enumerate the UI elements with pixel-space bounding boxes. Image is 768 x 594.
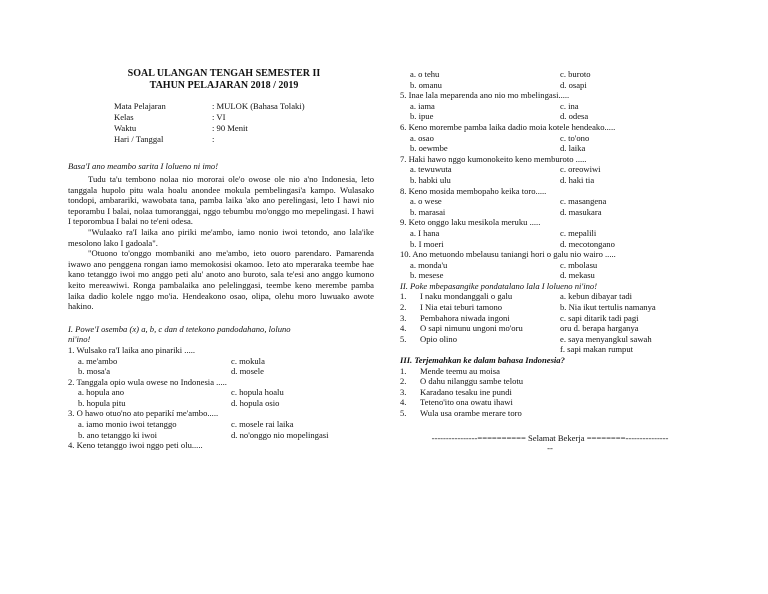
matching-left — [420, 344, 560, 355]
meta-key: Mata Pelajaran — [114, 101, 166, 111]
option-c[interactable]: c. mbolasu — [560, 259, 598, 270]
section1-heading: I. Powe'I osemba (x) a, b, c dan d tetekono pandodahano, loluno — [68, 323, 291, 334]
meta-key: Kelas — [114, 112, 134, 122]
option-a[interactable]: a. o tehu — [410, 69, 440, 79]
meta-row-time — [114, 123, 372, 134]
option-c[interactable]: c. masangena — [560, 196, 607, 207]
option-b[interactable]: b. ano tetanggo ki iwoi — [78, 429, 158, 440]
question-5: 5. Inae lala meparenda ano nio mo mbelingasi..... — [400, 90, 570, 101]
options-row — [400, 196, 700, 207]
meta-key: Hari / Tanggal — [114, 134, 164, 144]
row-number: 5. — [400, 333, 407, 344]
meta-value: : MULOK (Bahasa Tolaki) — [212, 101, 305, 111]
option-b[interactable]: b. mesese — [410, 270, 444, 281]
question-10: 10. Ano metuondo mbelausu taniangi hori o galu nio wairo ..... — [400, 249, 616, 260]
translate-text: Teteno'ito ona owatu ihawi — [420, 397, 513, 408]
question-2: 2. Tanggala opio wula owese no Indonesia ..... — [68, 376, 227, 387]
option-c[interactable]: c. mosele rai laika — [231, 419, 294, 430]
matching-right: a. kebun dibayar tadi — [560, 291, 633, 302]
row-number: 4. — [400, 397, 407, 408]
story-paragraph: "Wulaako ra'I laika ano piriki me'ambo, iamo nonio iwoi tetondo, ano lala'ike mesolono lako I gadoala". — [68, 226, 374, 248]
option-d[interactable]: d. mekasu — [560, 270, 595, 281]
option-a[interactable]: a. o wese — [410, 196, 442, 207]
options-row — [68, 430, 374, 441]
meta-row-subject — [114, 101, 372, 112]
option-d[interactable]: d. masukara — [560, 206, 602, 217]
option-c[interactable]: c. ina — [560, 100, 579, 111]
question-7: 7. Haki hawo nggo kumonokeito keno memburoto ..... — [400, 153, 587, 164]
option-d[interactable]: d. haki tia — [560, 174, 595, 185]
matching-left: O sapi nimunu ungoni mo'oru — [420, 323, 523, 334]
meta-row-class — [114, 112, 372, 123]
question-4: 4. Keno tetanggo iwoi nggo peti olu..... — [68, 440, 203, 451]
option-b[interactable]: b. omanu — [410, 79, 442, 90]
options-row — [400, 207, 700, 218]
translate-row — [400, 366, 700, 377]
option-b[interactable]: b. mosa'a — [78, 366, 111, 377]
option-d[interactable]: d. laika — [560, 143, 586, 154]
row-number: 2. — [400, 376, 407, 387]
options-row — [400, 80, 700, 91]
story-paragraph: "Otuono to'onggo mombaniki ano me'ambo, ieto ouoro parendaro. Pamarenda iwawo ano penggena rongan iamo memokosisi okamoo. Ieto ato mperaraka teembe hae kano tetanggo iwoi mo anggo peti alu' anoto ano buroto, sala te'esi ano anggo kumono keito mereawiwi. Ronga pambalaika ano pelelinggasi, teembe keno merembe pamba laika dadio kolele nggo mo'ia. Hendeakono osao, olipa, olehu moro luwuako awote hakino. — [68, 248, 374, 312]
meta-row-date — [114, 134, 372, 145]
matching-left: I Nia etai teburi tamono — [420, 302, 503, 313]
question-9: 9. Keto onggo laku mesikola meruku ..... — [400, 217, 541, 228]
story-title: Basa'I ano meambo sarita I lolueno ni imo! — [68, 161, 219, 171]
matching-left: Opio olino — [420, 333, 458, 344]
story-paragraph: Tudu ta'u tembono nolaa nio mororai ole'o owose ole nio a'no Indonesia, leto tanggala hupolo pitu wala hoalu anondee mokula pembelingasi'a kampo. Wulasako tondopi, ambarariki, wawobata tana, pamba laika 'ako ano perelingasi, leto I hawi nio teporambu I balai, nolaa tumoranggai, nggo tebumbu mo'onggo mo mepelingasi. I hawi I teporombua I balai no te'eni odesa. — [68, 174, 374, 227]
option-d[interactable]: d. no'onggo nio mopelingasi — [231, 429, 329, 440]
translate-text: O dahu nilanggu sambe telotu — [420, 376, 524, 387]
option-b[interactable]: b. I moeri — [410, 238, 444, 249]
option-a[interactable]: a. iama — [410, 100, 435, 111]
options-row — [400, 143, 700, 154]
options-row — [400, 228, 700, 239]
row-number: 3. — [400, 386, 407, 397]
matching-left: Pembahora niwada ingoni — [420, 312, 510, 323]
section1-heading-cont: ni'ino! — [68, 334, 91, 345]
options-row — [400, 270, 700, 281]
matching-row — [400, 313, 700, 324]
row-number: 1. — [400, 365, 407, 376]
options-row — [400, 101, 700, 112]
option-b[interactable]: b. ipue — [410, 111, 434, 122]
option-d[interactable]: d. hopula osio — [231, 397, 280, 408]
matching-right: b. Nia ikut tertulis namanya — [560, 302, 656, 313]
right-column — [400, 69, 700, 454]
option-d[interactable]: d. mecotongano — [560, 238, 615, 249]
matching-row — [400, 323, 700, 334]
option-d[interactable]: d. osapi — [560, 79, 587, 90]
translate-row — [400, 376, 700, 387]
section2-heading: II. Poke mbepasangike pondatalano lala I lolueno ni'ino! — [400, 280, 598, 291]
option-a[interactable]: a. me'ambo — [78, 355, 118, 366]
option-c[interactable]: c. mepalili — [560, 227, 597, 238]
options-row — [68, 356, 374, 367]
translate-row — [400, 408, 700, 419]
question-6: 6. Keno morembe pamba laika dadio moia kotele hendeako..... — [400, 121, 616, 132]
option-d[interactable]: d. mosele — [231, 366, 264, 377]
exam-title: SOAL ULANGAN TENGAH SEMESTER II — [127, 68, 321, 79]
option-a[interactable]: a. osao — [410, 132, 434, 143]
matching-row — [400, 344, 700, 355]
translate-row — [400, 387, 700, 398]
option-c[interactable]: c. hopula hoalu — [231, 387, 284, 398]
matching-row — [400, 334, 700, 345]
options-row — [68, 398, 374, 409]
option-b[interactable]: b. marasai — [410, 206, 446, 217]
section3-heading: III. Terjemahkan ke dalam bahasa Indonesia? — [400, 355, 565, 366]
row-number: 3. — [400, 312, 407, 323]
options-row — [400, 239, 700, 250]
question-1: 1. Wulsako ra'I laika ano pinariki ..... — [68, 344, 196, 355]
meta-value: : VI — [212, 112, 226, 122]
option-a[interactable]: a. tewuwuta — [410, 164, 452, 175]
matching-row — [400, 302, 700, 313]
matching-left: I naku mondanggali o galu — [420, 291, 513, 302]
options-row — [400, 111, 700, 122]
option-a[interactable]: a. monda'u — [410, 259, 448, 270]
exam-meta — [114, 101, 372, 145]
translate-row — [400, 397, 700, 408]
options-row — [400, 260, 700, 271]
translate-text: Wula usa orambe merare toro — [420, 408, 522, 418]
options-row — [68, 366, 374, 377]
option-a[interactable]: a. I hana — [410, 227, 440, 238]
option-d[interactable]: d. odesa — [560, 111, 589, 122]
options-row — [400, 69, 700, 80]
option-b[interactable]: b. hopula pitu — [78, 397, 126, 408]
options-row — [68, 387, 374, 398]
options-row — [400, 133, 700, 144]
options-row — [400, 175, 700, 186]
option-c[interactable]: c. mokula — [231, 355, 265, 366]
row-number: 4. — [400, 323, 407, 334]
matching-right: c. sapi ditarik tadi pagi — [560, 312, 639, 323]
matching-right: f. sapi makan rumput — [560, 344, 634, 355]
matching-right: oru d. berapa harganya — [560, 323, 639, 334]
option-a[interactable]: a. iamo monio iwoi tetanggo — [78, 419, 177, 430]
option-c[interactable]: c. buroto — [560, 69, 591, 79]
question-3: 3. O hawo otuo'no ato peparikí me'ambo..... — [68, 408, 219, 419]
option-c[interactable]: c. to'ono — [560, 132, 590, 143]
meta-value: : — [212, 134, 215, 144]
meta-value: : 90 Menit — [212, 123, 248, 133]
option-a[interactable]: a. hopula ano — [78, 387, 125, 398]
options-row — [68, 419, 374, 430]
row-number: 2. — [400, 302, 407, 313]
option-b[interactable]: b. habki ulu — [410, 174, 451, 185]
matching-right: e. saya menyangkul sawah — [560, 333, 652, 344]
option-b[interactable]: b. oewmbe — [410, 143, 448, 154]
question-8: 8. Keno mosida membopaho keika toro..... — [400, 185, 547, 196]
meta-key: Waktu — [114, 123, 137, 133]
row-number: 1. — [400, 291, 407, 302]
story-section — [68, 174, 374, 451]
matching-row — [400, 291, 700, 302]
row-number — [400, 344, 420, 355]
translate-text: Mende teemu au moisa — [420, 365, 500, 376]
row-number: 5. — [400, 408, 407, 418]
school-year: TAHUN PELAJARAN 2018 / 2019 — [149, 80, 299, 91]
option-c[interactable]: c. oreowiwi — [560, 164, 601, 175]
options-row — [400, 164, 700, 175]
footer-greeting: ----------------========== Selamat Bekerja ========--------------- — [431, 432, 669, 443]
footer-dashes: -- — [547, 443, 553, 454]
translate-text: Karadano tesaku ine pundi — [420, 386, 512, 397]
